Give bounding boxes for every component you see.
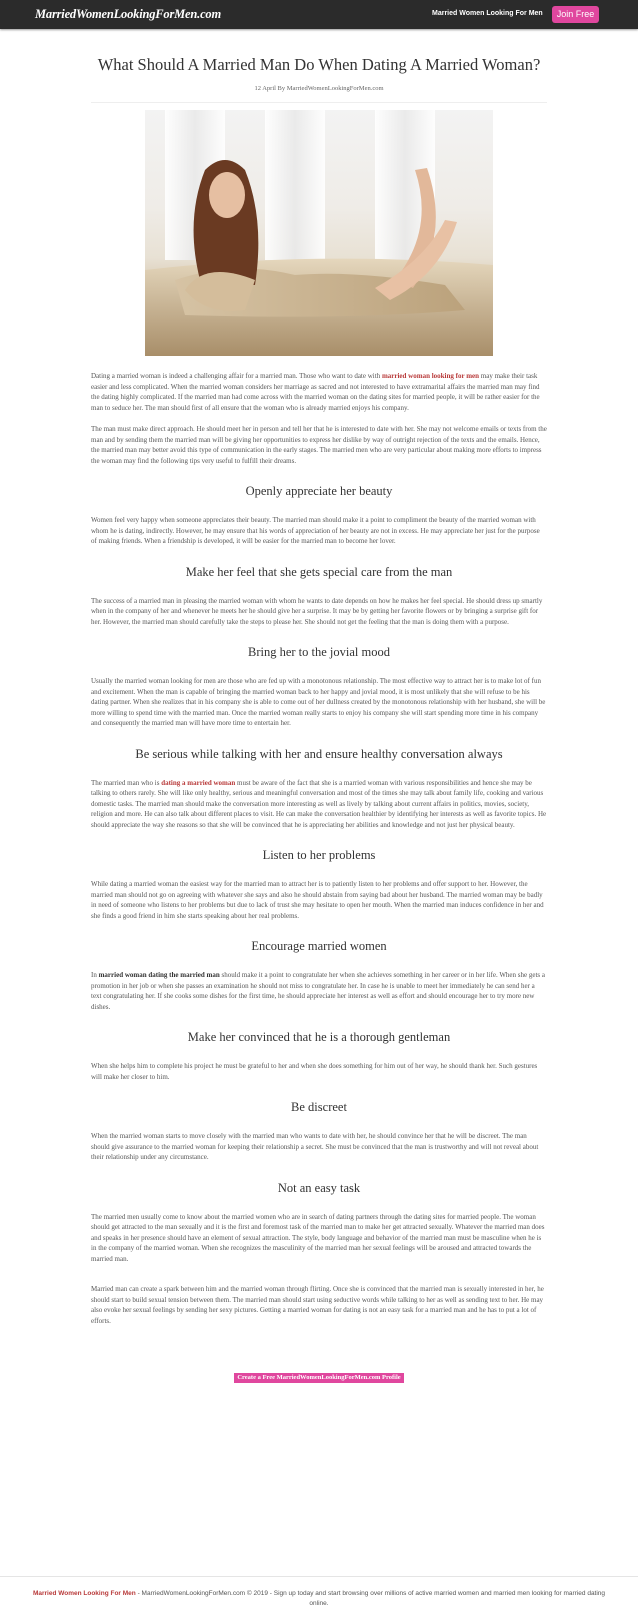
section-heading: Be serious while talking with her and ensure healthy conversation always [135,746,503,761]
article-byline: 12 April By MarriedWomenLookingForMen.com [254,85,384,92]
intro-paragraph-2: The man must make direct approach. He should meet her in person and tell her that he is interested to date with her. She may not welcome emails or texts from the man and by sending them the married man will be giving her opportunities to express her dislike by way of outright rejection of the texts and the emails. Hence, the married man may better avoid this type of communication in the early stages. The married men who are very particular about making more efforts to impress the woman may find the following tips very useful to fulfill their dreams. [91,425,547,465]
cta-wrapper [91,1366,547,1384]
paragraph-text: In [91,971,99,979]
section-heading: Openly appreciate her beauty [245,484,393,498]
footer-brand-link[interactable]: Married Women Looking For Men [32,1590,136,1597]
paragraph-text: may make their task easier and less complicated. When the married woman considers her marriage as sacred and not interested to have extramarital affairs the married man may find the dating highly complicated. If the married man had come across with the married woman on the dating sites for married people, it will be rather easier for the man to seduce her. The man should first of all ensure that the woman who is already married enjoys his company. [91,372,540,412]
article [91,55,547,1384]
article-title: What Should A Married Man Do When Dating A Married Woman? [97,55,541,74]
site-logo[interactable]: MarriedWomenLookingForMen.com [35,7,221,21]
section-paragraph: Women feel very happy when someone appreciates their beauty. The married man should make it a point to compliment the beauty of the married woman with whom he is dating, indirectly. However, he may ensure that his words of appreciation of her beauty are not in excess. He may appreciate her just for the purpose of making friends. When a friendship is developed, it will be easier for the married man to become her lover. [91,516,540,545]
create-profile-button[interactable]: Create a Free MarriedWomenLookingForMen.com Profile [234,1373,403,1383]
top-navbar [0,0,638,29]
paragraph-text: Dating a married woman is indeed a challenging affair for a married man. Those who want to date with [91,372,382,380]
section-paragraph: While dating a married woman the easiest way for the married man to attract her is to patiently listen to her problems and offer support to her. However, the married man should not go on agreeing with whatever she says and also he should abstain from saying bad about her husband. The married woman may be badly in need of someone who listens to her problems but due to lack of trust she may hesitate to open her mouth. When the married man induces confidence in her and she finds a good friend in him she starts speaking about her real problems. [91,880,544,920]
title-divider [91,102,547,103]
nav-link-married-women[interactable]: Married Women Looking For Men [432,10,543,17]
section-heading: Make her feel that she gets special care from the man [185,564,453,579]
intro-paragraph-1 [91,371,547,413]
section-paragraph: Usually the married woman looking for men are those who are fed up with a monotonous relationship. The most effective way to attract her is to make lot of fun and excitement. When the man is capable of bringing the married woman back to her happy and jovial mood, it is most unlikely that she will refuse to be his dating partner. When she realizes that in his company she is able to come out of her dullness created by the monotonous relationship with her husband, she will be more willing to spend time with the married man. Once the married woman really starts to enjoy his company she will start spending more time in his company and consequently the married man will have more time to entertain her. [91,677,546,727]
section-paragraph [91,778,547,831]
section-heading: Bring her to the jovial mood [248,645,390,659]
footer [30,1589,608,1609]
section-heading: Not an easy task [277,1180,361,1195]
section-heading: Encourage married women [251,939,387,953]
section-paragraph: When the married woman starts to move closely with the married man who wants to date with her, he should convince her that he will be discreet. The man should give assurance to the married woman for keeping their relationship a secret. She must be convinced that the man is trustworthy and will not reveal about their relationship under any circumstance. [91,1132,539,1161]
paragraph-text: must be aware of the fact that she is a married woman with various responsibilities and hence she may be talking to others rarely. She will like only healthy, serious and meaningful conversation and most of the times she may talk about family life, cooking and various domestic tasks. The married man should make the conversation more interesting as well as lively by talking about current affairs in politics, movies, society, religion and more. He can also talk about different places to visit. He can make the conversation healthier by identifying her interests as well as favorite topics. He should appreciate the way she reasons so that she will be convinced that he is appreciating her abilities and knowledge and not just her physical beauty. [91,778,547,829]
bold-phrase: married woman dating the married man [98,971,220,979]
married-woman-looking-for-men-link[interactable]: married woman looking for men [381,372,480,380]
section-heading: Make her convinced that he is a thorough gentleman [187,1030,451,1044]
paragraph-text: The married man who is [91,778,162,787]
footer-text: - MarriedWomenLookingForMen.com © 2019 - Sign up today and start browsing over millions of active married women and married men looking for married dating online. [135,1590,606,1607]
section-paragraph [91,970,547,1012]
footer-divider [0,1576,638,1577]
paragraph-text: should make it a point to congratulate her when she achieves something in her career or in her life. When she gets a promotion in her job or when she passes an examination he should not miss to congratulate her. In case he is unable to meet her immediately he can send her a text congratulating her. If she cooks some dishes for the first time, he should appreciate her interest as well as effort and should encourage her to try more new dishes. [91,971,545,1011]
section-heading: Listen to her problems [262,848,376,862]
hero-image [145,110,493,356]
section-heading: Be discreet [291,1100,347,1114]
section-paragraph: When she helps him to complete his project he must be grateful to her and when she does something for him out of her way, he should thank her. Such gestures will make her closer to him. [91,1062,538,1081]
join-free-button[interactable]: Join Free [552,6,599,23]
section-paragraph: Married man can create a spark between him and the married woman through flirting. Once she is convinced that the married man is sexually interested in her, he should start to build sexual tension between them. The married man should start using seductive words while talking to her as well as sending text to her. He may also evoke her sexual feelings by sending her sexy pictures. Getting a married woman for dating is not an easy task for a married man and he has to put a lot of efforts. [91,1285,544,1325]
section-paragraph: The success of a married man in pleasing the married woman with whom he wants to date depends on how he makes her feel special. He should dress up smartly when in the company of her and whenever he meets her he should give her a surprise. It may be by getting her favorite flowers or by bringing a surprise gift for her. However, the married man should carefully take the steps to please her. She should not get the feeling that the man is doing them with a purpose. [91,596,543,626]
section-paragraph: The married men usually come to know about the married women who are in search of dating partners through the dating sites for married people. The woman should get attracted to the man sexually and it is the first and foremost task of the married man to make her get attracted sexually. Whatever the married man does and speaks in her presence should have an element of sexual attraction. The style, body language and behavior of the married man must be masculine when he is in the company of the married woman. When she recognizes the masculinity of the married man her sexual feelings will be aroused and attracted towards the married man. [91,1212,545,1263]
dating-a-married-woman-link[interactable]: dating a married woman [161,778,236,787]
woman-photo-illustration [145,110,493,356]
